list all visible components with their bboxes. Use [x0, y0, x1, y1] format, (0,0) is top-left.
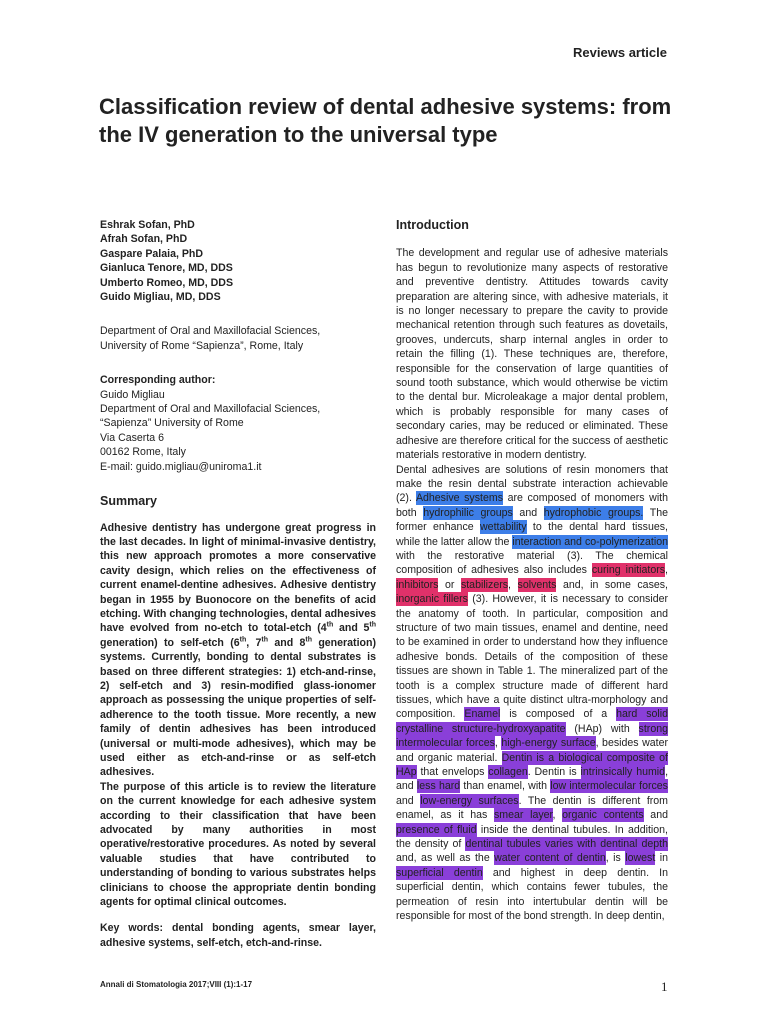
text-run: in: [655, 852, 668, 865]
right-column: [396, 218, 668, 924]
author-name: Afrah Sofan, PhD: [100, 233, 188, 246]
highlight-purple: intrinsically humid: [580, 766, 666, 779]
text-run: , is: [605, 852, 626, 865]
corresponding-line: 00162 Rome, Italy: [100, 446, 186, 459]
highlight-purple: low intermolecular forces: [550, 780, 668, 793]
text-run: and: [512, 506, 544, 519]
text-run: ,: [494, 737, 502, 750]
text-run: ,: [552, 809, 563, 822]
text-run: (3). However, it is necessary to consider the anatomy of tooth. In particular, composition and structure of two main tissues, enamel and dentine, need to be examined in order to understand how they influence adhesive bonds. Details of the composition of these tissues are shown in Table 1. The mineralized part of the tooth is a complex structure made of different hard tissues, which have a quite distinct ultra-morphology and composition.: [396, 593, 668, 721]
text-run: Dental adhesives are solutions of resin monomers that make the resin dental substrate interaction achievable (2).: [396, 463, 668, 505]
highlight-purple: collagen: [488, 766, 528, 779]
highlight-purple: Enamel: [464, 708, 501, 721]
corresponding-author: Corresponding author: Guido Migliau Department of Oral and Maxillofacial Sciences, “Sapienza” University of Rome Via Caserta 6 00162 Rome, Italy E-mail: guido.migliau@uniroma1.it: [100, 373, 376, 474]
highlight-blue: wettability: [480, 521, 527, 534]
summary-heading: Summary: [100, 494, 157, 509]
text-run: with the restorative material (3). The chemical composition of adhesives also includes: [396, 549, 668, 577]
author-name: Umberto Romeo, MD, DDS: [100, 276, 234, 289]
summary-paragraph-1: Adhesive dentistry has undergone great progress in the last decades. In light of minimal-invasive dentistry, this new approach promotes a more conservative cavity design, which relies on the effectiveness of current enamel-dentine adhesives. Adhesive dentistry began in 1955 by Buonocore on the benefits of acid etching. With changing technologies, dental adhesives have evolved from no-etch to total-etch (4th and 5th generation) to self-etch (6th, 7th and 8th generation) systems. Currently, bonding to dental substrates is based on three different strategies: 1) etch-and-rinse, 2) self-etch and 3) resin-modified glass-ionomer approach as possessing the unique properties of self-adherence to the tooth tissue. More recently, a new family of dentin adhesives has been introduced (universal or multi-mode adhesives), which may be used either as etch-and-rinse or as self-etch adhesives.: [100, 521, 377, 779]
highlight-purple: less hard: [416, 780, 461, 793]
left-column: [100, 218, 376, 950]
text-run: . Dentin is: [527, 766, 581, 779]
highlight-purple: organic contents: [562, 809, 644, 822]
article-category: Reviews article: [573, 45, 667, 60]
highlight-red: curing initiators: [591, 564, 666, 577]
highlight-blue: Adhesive systems: [415, 492, 503, 505]
keywords: Key words: dental bonding agents, smear layer, adhesive systems, self-etch, etch-and-rinse.: [100, 922, 376, 949]
article-title: Classification review of dental adhesive systems: from the IV generation to the universal type: [99, 94, 672, 147]
text-run: and: [396, 794, 421, 807]
author-name: Guido Migliau, MD, DDS: [100, 291, 221, 304]
text-run: The former enhance: [396, 506, 669, 534]
text-run: ,: [508, 578, 518, 591]
author-name: Gaspare Palaia, PhD: [100, 247, 204, 260]
text-run: (HAp) with: [565, 722, 639, 735]
affiliation: Department of Oral and Maxillofacial Sciences, University of Rome “Sapienza”, Rome, Italy: [100, 325, 321, 352]
corresponding-line: Guido Migliau: [100, 388, 165, 401]
text-run: ,: [665, 564, 668, 577]
highlight-purple: Dentin is a biological composite of HAp: [396, 751, 668, 779]
highlight-blue: hydrophilic groups: [423, 506, 513, 519]
text-run: and, in some cases,: [556, 578, 669, 591]
corresponding-line: “Sapienza” University of Rome: [100, 417, 244, 430]
highlight-red: solvents: [517, 578, 557, 591]
text-run: and, as well as the: [396, 852, 495, 865]
highlight-blue: hydrophobic groups.: [543, 506, 644, 519]
highlight-purple: smear layer: [494, 809, 553, 822]
text-run: , besides water and organic material.: [396, 737, 668, 764]
text-run: , and: [396, 766, 669, 793]
text-run: or: [438, 578, 461, 591]
introduction-paragraph-2: [396, 463, 668, 924]
text-run: and: [643, 809, 668, 822]
highlight-red: stabilizers: [460, 578, 509, 591]
highlight-red: inorganic fillers: [396, 593, 468, 606]
author-name: Gianluca Tenore, MD, DDS: [100, 262, 233, 275]
highlight-purple: lowest: [625, 852, 656, 865]
text-run: and highest in deep dentin. In superficial dentin, which contains fewer tubules, the permeation of resin into intertubular dentin will be responsible for most of the bond strength. In deep dentin,: [396, 866, 669, 923]
highlight-purple: hard solid crystalline structure-hydroxyapatite: [396, 708, 668, 735]
page-number: 1: [661, 979, 668, 994]
corresponding-line: Via Caserta 6: [100, 431, 164, 444]
summary-paragraph-2: The purpose of this article is to review the literature on the current knowledge for each adhesive system according to their classification that have been advocated by many authorities in most operative/restorative procedures. As noted by several valuable studies that have contributed to understanding of bonding to various substrates helps clinicians to choose the appropriate dentin bonding agents for optimal clinical outcomes.: [100, 780, 376, 909]
highlight-purple: high-energy surface: [501, 737, 596, 750]
highlight-purple: low-energy surfaces: [420, 794, 519, 807]
text-run: to the dental hard tissues, while the latter allow the: [396, 521, 668, 548]
highlight-purple: water content of dentin: [494, 852, 606, 865]
author-name: Eshrak Sofan, PhD: [100, 219, 195, 231]
highlight-purple: dentinal tubules varies with dentinal depth: [465, 838, 668, 851]
journal-footer: Annali di Stomatologia 2017;VIII (1):1-17: [100, 980, 253, 989]
introduction-paragraph-1: The development and regular use of adhesive materials has begun to revolutionize many aspects of restorative and preventive dentistry. Attitudes towards cavity preparation are altering since, with adhesive materials, it is no longer necessary to prepare the cavity to provide mechanical retention through such features as dovetails, grooves, undercuts, sharp internal angles in order to retain the filling (1). These techniques are, therefore, responsible for the conservation of large quantities of sound tooth substance, which would otherwise be victim to the dental bur. Microleakage a major dental problem, which is probably responsible for many cases of secondary caries, may be reduced or eliminated. These adhesive are therefore critical for the success of aesthetic materials restorative in modern dentistry.: [396, 247, 668, 462]
highlight-purple: strong intermolecular forces: [396, 722, 668, 750]
highlight-purple: presence of fluid: [396, 823, 477, 836]
author-list: [100, 218, 376, 304]
text-run: . The dentin is different from enamel, as it has: [396, 794, 669, 822]
corresponding-line: E-mail: guido.migliau@uniroma1.it: [100, 460, 262, 473]
highlight-red: inhibitors: [396, 578, 439, 591]
text-run: than enamel, with: [460, 780, 551, 793]
text-run: that envelops: [416, 766, 489, 779]
introduction-heading: Introduction: [396, 218, 469, 232]
corresponding-line: Department of Oral and Maxillofacial Sciences,: [100, 403, 321, 416]
text-run: are composed of monomers with both: [396, 492, 669, 519]
text-run: is composed of a: [500, 708, 617, 721]
corresponding-lines: [100, 388, 376, 474]
highlight-blue: interaction and co-polymerization: [512, 535, 668, 548]
highlight-purple: superficial dentin: [396, 866, 483, 879]
text-run: inside the dentinal tubules. In addition, the density of: [396, 823, 668, 851]
